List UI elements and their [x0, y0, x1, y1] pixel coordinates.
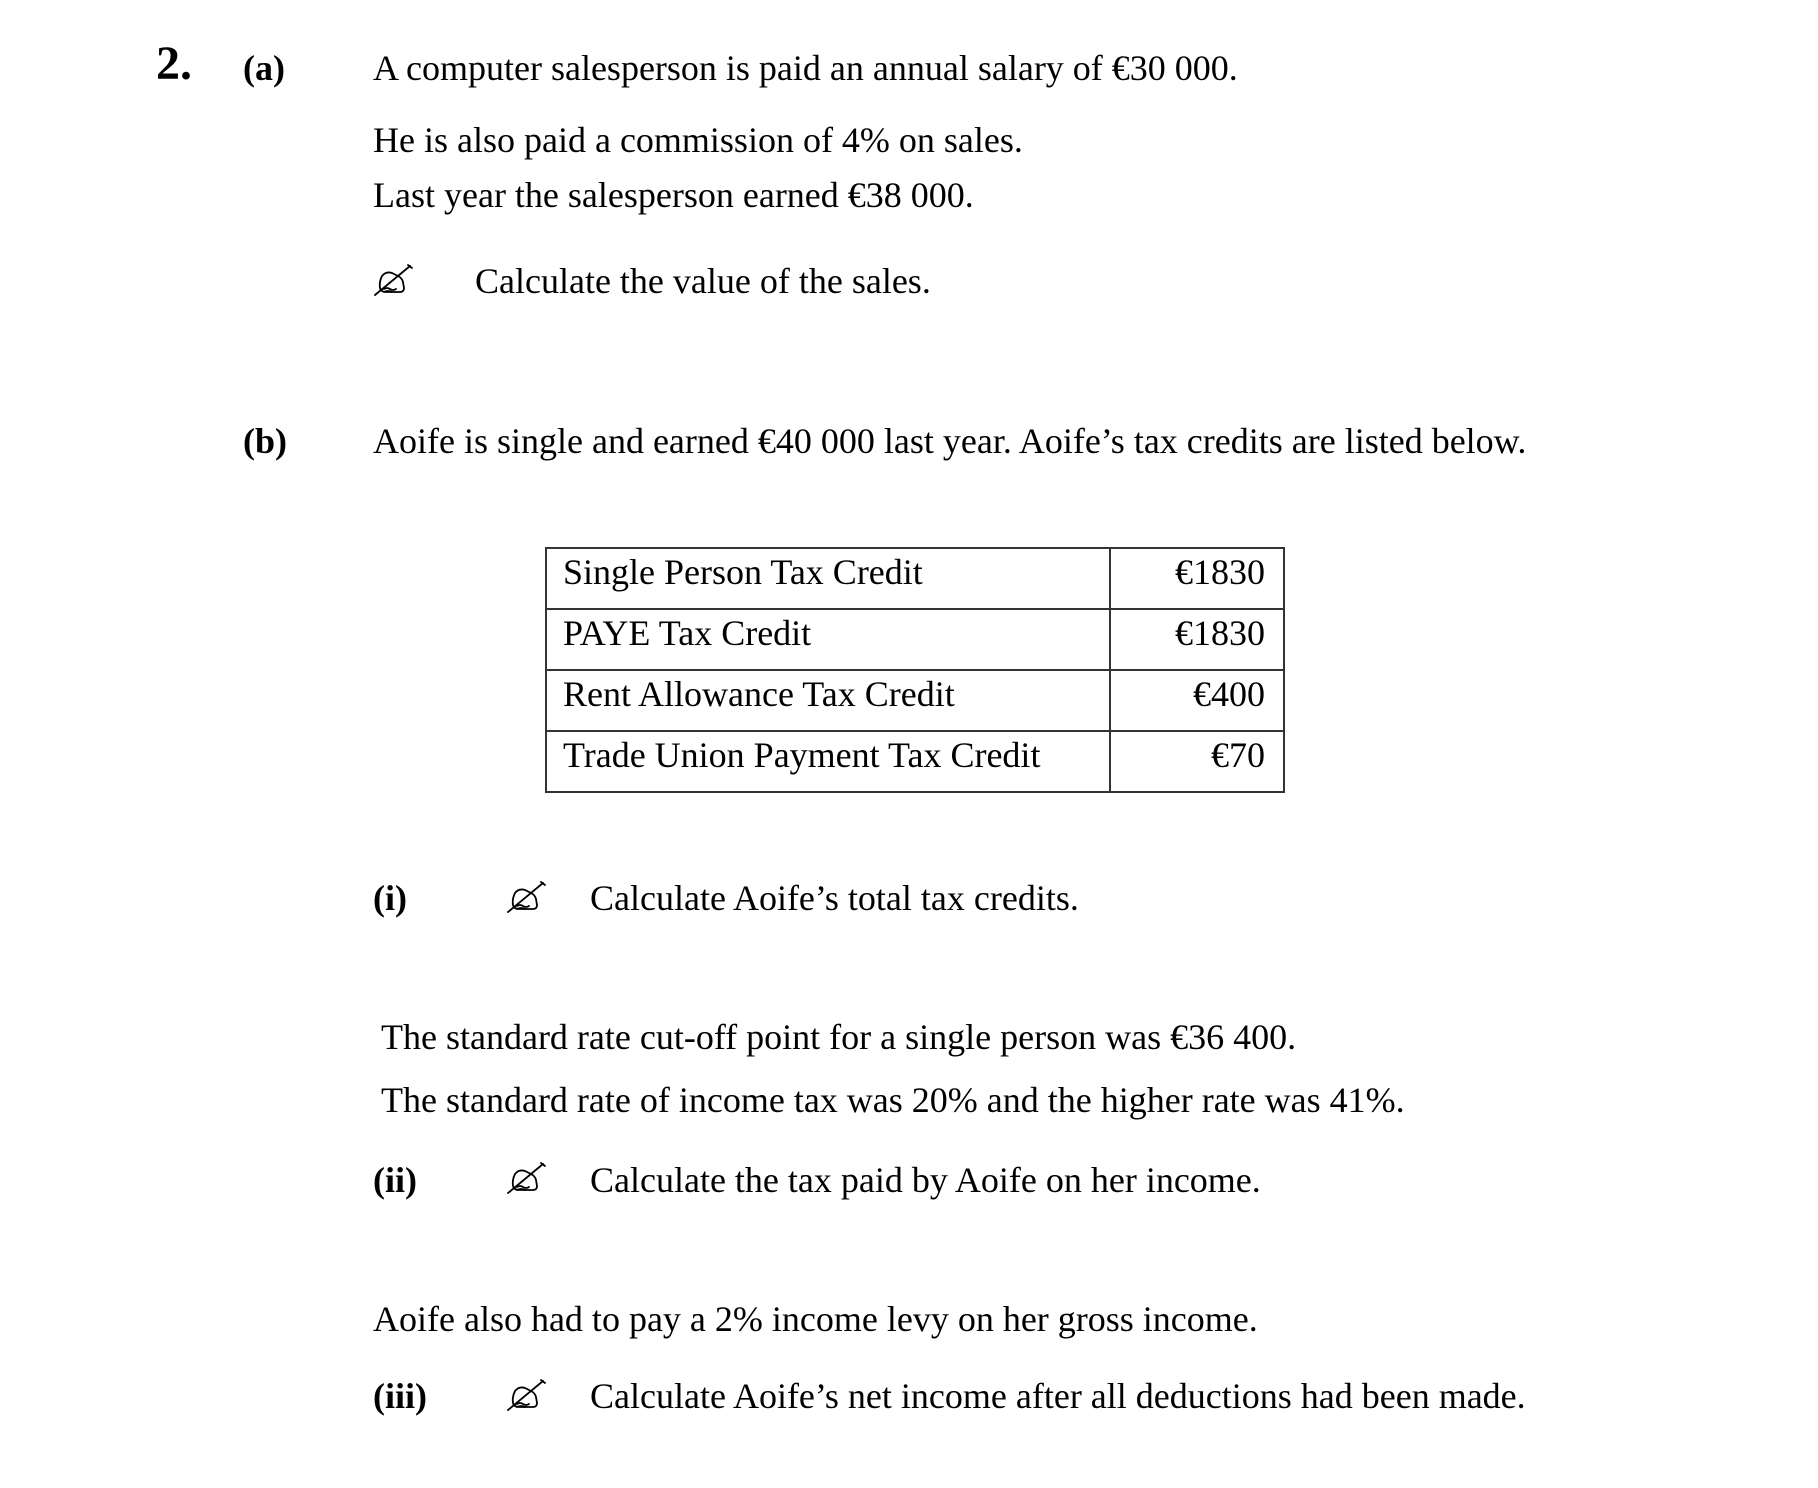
tax-credits-table: [545, 547, 1285, 793]
credit-value: €1830: [1110, 548, 1284, 609]
part-a-line-2: He is also paid a commission of 4% on sales.: [373, 120, 1023, 160]
part-a-line-1: A computer salesperson is paid an annual salary of €30 000.: [373, 48, 1238, 88]
writing-hand-icon: [505, 1160, 549, 1196]
table-row: [546, 548, 1284, 609]
writing-hand-icon: [505, 879, 549, 915]
sub-i-label: (i): [373, 878, 407, 918]
writing-hand-icon: [505, 1377, 549, 1413]
part-a-task-text: Calculate the value of the sales.: [475, 261, 931, 301]
table-row: [546, 609, 1284, 670]
sub-iii-text: Calculate Aoife’s net income after all deductions had been made.: [590, 1376, 1526, 1416]
credit-label: Single Person Tax Credit: [546, 548, 1110, 609]
part-b-intro: Aoife is single and earned €40 000 last year. Aoife’s tax credits are listed below.: [373, 421, 1527, 461]
sub-i-text: Calculate Aoife’s total tax credits.: [590, 878, 1079, 918]
part-b-label: (b): [243, 421, 287, 461]
info-line-cutoff: The standard rate cut-off point for a single person was €36 400.: [381, 1017, 1297, 1057]
sub-iii-label: (iii): [373, 1376, 427, 1416]
table-row: [546, 731, 1284, 792]
levy-line: Aoife also had to pay a 2% income levy on her gross income.: [373, 1299, 1258, 1339]
sub-ii-text: Calculate the tax paid by Aoife on her income.: [590, 1160, 1261, 1200]
credit-label: PAYE Tax Credit: [546, 609, 1110, 670]
writing-hand-icon: [372, 262, 416, 298]
question-number: 2.: [156, 37, 192, 90]
credit-value: €1830: [1110, 609, 1284, 670]
credit-value: €400: [1110, 670, 1284, 731]
part-a-label: (a): [243, 48, 285, 88]
credit-value: €70: [1110, 731, 1284, 792]
info-line-rates: The standard rate of income tax was 20% and the higher rate was 41%.: [381, 1080, 1405, 1120]
credit-label: Trade Union Payment Tax Credit: [546, 731, 1110, 792]
sub-ii-label: (ii): [373, 1160, 417, 1200]
part-a-line-3: Last year the salesperson earned €38 000.: [373, 175, 974, 215]
credit-label: Rent Allowance Tax Credit: [546, 670, 1110, 731]
table-row: [546, 670, 1284, 731]
